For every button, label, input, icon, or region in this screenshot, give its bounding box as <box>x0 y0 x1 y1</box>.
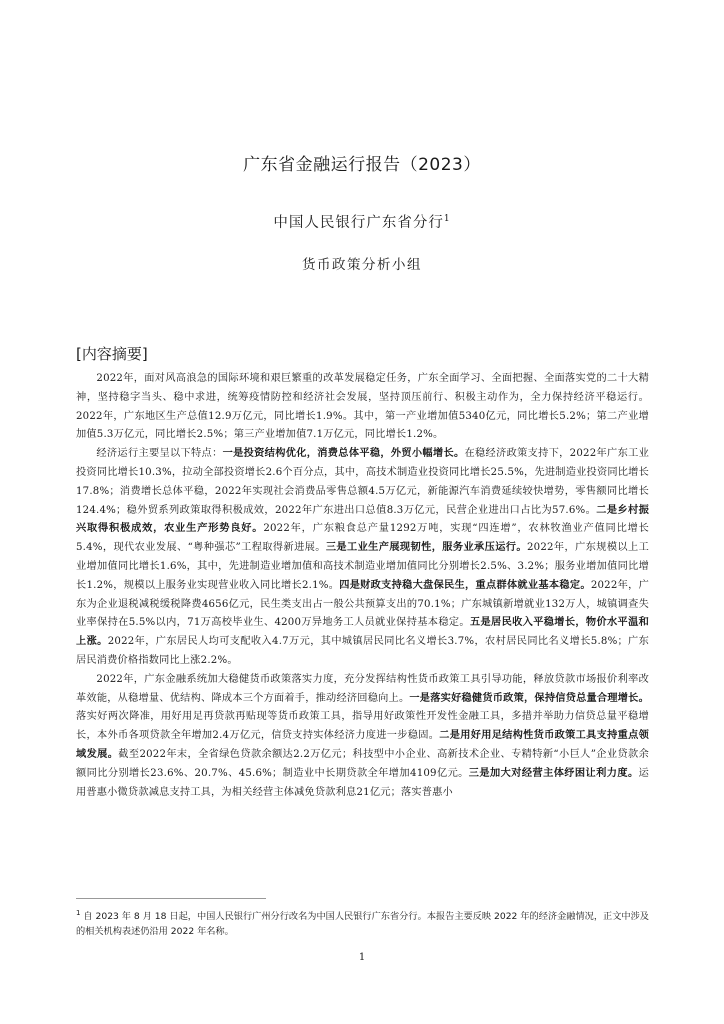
key-point: 一是投资结构优化，消费总体平稳，外贸小幅增长。 <box>222 448 465 460</box>
key-point: 二是用好用足结构性货币政策工具支持重点领域发展。 <box>76 730 649 760</box>
page-number: 1 <box>358 952 366 963</box>
author-line <box>0 211 724 232</box>
paragraph-text: 落实好两次降准，用好用足再贷款再贴现等货币政策工具，指导用好政策性开发性金融工具，多措并举助力信贷总量平稳增长，本外币各项贷款全年增加2.4万亿元，信贷支持实体经济力度进一步稳固。 <box>76 711 649 742</box>
paragraph-text: 2022年，广东金融系统加大稳健货币政策落实力度，充分发挥结构性货币政策工具引导功能，释放贷款市场报价利率改革效能，从稳增量、优结构、降成本三个方面着手，推动经济回稳向上。 <box>76 673 649 704</box>
summary-paragraph <box>76 671 649 803</box>
section-heading: [内容摘要] <box>76 345 148 363</box>
footnote <box>76 906 649 939</box>
summary-paragraph <box>76 370 649 445</box>
author-name: 中国人民银行广东省分行 <box>273 215 444 231</box>
paragraph-text: 2022年，广东为企业退税减税缓税降费4656亿元，民生类支出占一般公共预算支出的70.1%；广东城镇新增就业132万人，城镇调查失业率保持在5.5%以内，71万高校毕业生、4200万异地务工人员就业保持基本稳定。 <box>76 579 649 629</box>
summary-body <box>76 370 649 802</box>
paragraph-text: 截至2022年末，全省绿色贷款余额达2.2万亿元；科技型中小企业、高新技术企业、专精特新“小巨人”企业贷款余额同比分别增长23.6%、20.7%、45.6%；制造业中长期贷款全年增加4109亿元。 <box>76 748 649 779</box>
footnote-mark: 1 <box>76 909 81 917</box>
summary-paragraph <box>76 445 649 671</box>
report-title: 广东省金融运行报告（2023） <box>243 155 481 175</box>
key-point: 三是加大对经营主体纾困让利力度。 <box>468 767 639 779</box>
paragraph-text: 2022年，广东居民人均可支配收入4.7万元，其中城镇居民同比名义增长3.7%，农村居民同比名义增长5.8%；广东居民消费价格指数同比上涨2.2%。 <box>76 636 649 666</box>
key-point: 一是落实好稳健货币政策，保持信贷总量合理增长。 <box>409 692 649 704</box>
group-name: 货币政策分析小组 <box>302 257 422 273</box>
footnote-divider <box>76 898 266 899</box>
paragraph-text: 2022年，广东规模以上工业增加值同比增长1.6%，其中，先进制造业增加值和高技术制造业增加值同比分别增长2.5%、3.2%；服务业增加值同比增长1.2%，规模以上服务业实现营业收入同比增长2.1%。 <box>76 542 649 591</box>
paragraph-text: 2022年，面对风高浪急的国际环境和艰巨繁重的改革发展稳定任务，广东全面学习、全面把握、全面落实党的二十大精神，坚持稳字当头、稳中求进，统筹疫情防控和经济社会发展，坚持顶压前行、积极主动作为，全力保持经济平稳运行。2022年，广东地区生产总值12.9万亿元，同比增长1.9%。其中，第一产业增加值5340亿元，同比增长5.2%；第二产业增加值5.3万亿元，同比增长2.5%；第三产业增加值7.1万亿元，同比增长1.2%。 <box>76 373 649 441</box>
paragraph-text: 运用普惠小微贷款减息支持工具，为相关经营主体减免贷款利息21亿元；落实普惠小 <box>76 767 649 798</box>
paragraph-text: 在稳经济政策支持下，2022年广东工业投资同比增长10.3%，拉动全部投资增长2.6个百分点，其中，高技术制造业投资同比增长25.5%，先进制造业投资同比增长17.8%；消费增长总体平稳，2022年实现社会消费品零售总额4.5万亿元，新能源汽车消费延续较快增势，零售额同比增长124.4%；稳外贸系列政策取得积极成效，2022年广东进出口总值8.3万亿元，民营企业进出口占比为57.6%。 <box>76 448 649 516</box>
footnote-reference[interactable]: 1 <box>443 214 451 225</box>
paragraph-text: 2022年，广东粮食总产量1292万吨，实现“四连增”，农林牧渔业产值同比增长5.4%，现代农业发展、“粤种强芯”工程取得新进展。 <box>76 523 649 554</box>
key-point: 二是乡村振兴取得积极成效，农业生产形势良好。 <box>76 504 649 535</box>
key-point: 三是工业生产展现韧性，服务业承压运行。 <box>325 542 527 554</box>
key-point: 四是财政支持稳大盘保民生，重点群体就业基本稳定。 <box>339 579 591 591</box>
key-point: 五是居民收入平稳增长，物价水平温和上涨。 <box>76 617 649 648</box>
footnote-text: 自 2023 年 8 月 18 日起，中国人民银行广州分行改名为中国人民银行广东省分行。本报告主要反映 2022 年的经济金融情况，正文中涉及的相关机构表述仍沿用 2022 年名称。 <box>76 911 649 938</box>
paragraph-text: 经济运行主要呈以下特点： <box>96 448 223 460</box>
